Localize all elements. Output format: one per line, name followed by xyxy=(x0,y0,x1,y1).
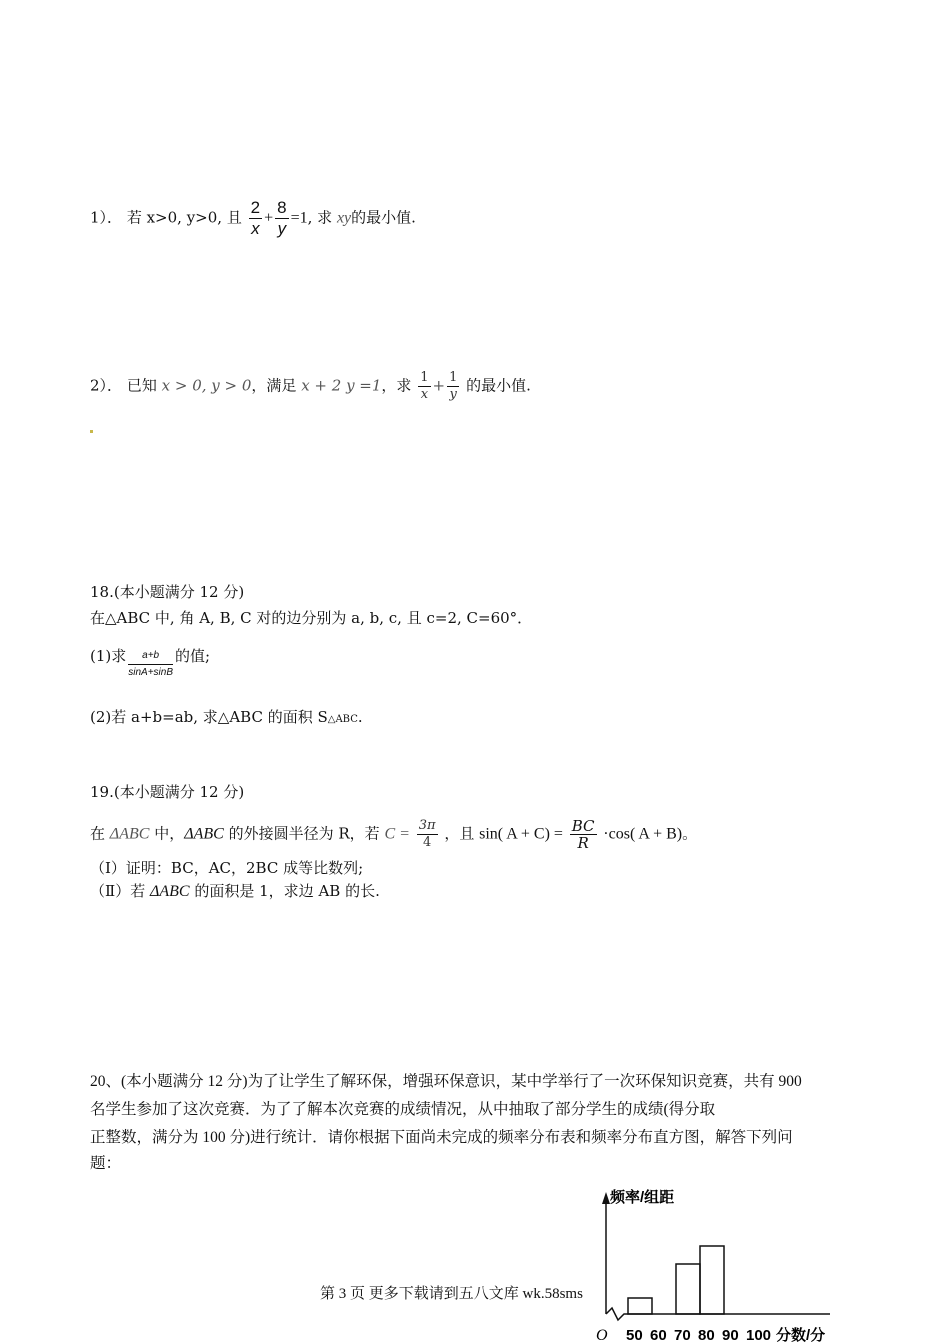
q19-sin-expr: sin( A + C) = xyxy=(479,825,563,843)
q19-fraction-bc-over-r: $\frac{BC}{R}$ xyxy=(571,817,595,852)
q19-l3-a: （Ⅱ）若 xyxy=(90,882,146,900)
q18-part1-pre: (1)求 xyxy=(90,647,127,665)
q20-line3: 正整数，满分为 100 分)进行统计．请你根据下面尚未完成的频率分布表和频率分布直方图，解答下列问 xyxy=(90,1129,793,1146)
q19-line2: （Ⅰ）证明：BC，AC，2BC 成等比数列; xyxy=(90,859,364,877)
q17-2-fraction-1-over-x: $\frac{1}{x}$ xyxy=(420,370,429,402)
q18-part2-pre: (2)若 a+b=ab, 求△ABC 的面积 S xyxy=(90,708,328,726)
q17-1-equals: =1 xyxy=(290,209,308,227)
q19-l1-c: 的外接圆半径为 R，若 xyxy=(228,824,380,843)
frequency-histogram xyxy=(590,1180,850,1344)
q17-2-pre: 已知 xyxy=(126,376,157,395)
x-tick-label-70: 70 xyxy=(674,1327,691,1344)
q17-2-condition: x > 0, y > 0 xyxy=(161,376,252,395)
x-tick-label-60: 60 xyxy=(650,1327,667,1344)
q19-l1-d: ，且 xyxy=(444,824,475,843)
q19-angle-c: C = xyxy=(384,825,410,843)
q18-part1 xyxy=(90,646,210,681)
page-footer: 第 3 页 更多下载请到五八文库 wk.58sms xyxy=(320,1286,583,1302)
q17-1-label: 1）． xyxy=(90,208,123,227)
histogram-bar-70-80 xyxy=(676,1264,700,1314)
q17-2-line xyxy=(90,370,531,403)
q17-2-equation: x + 2 y =1 xyxy=(301,376,382,395)
q17-2-label: 2）． xyxy=(90,376,123,395)
q19-fraction-3pi-over-4: $\frac{3\pi}{4}$ xyxy=(418,818,436,850)
q18-stem: 在△ABC 中, 角 A, B, C 对的边分别为 a, b, c, 且 c=2, C=60°． xyxy=(90,609,533,627)
q19-l1-a: 在 xyxy=(90,824,106,843)
stray-mark xyxy=(90,430,93,433)
q17-1-plus: + xyxy=(264,209,274,227)
q18-part1-fraction: $\frac{a+b}{\sin A+\sin B}$ xyxy=(128,650,173,678)
q17-2-mid1: ，满足 xyxy=(251,376,297,395)
q18-part2-post: . xyxy=(357,708,363,726)
q19-cos-expr: ·cos( A + B) xyxy=(603,825,683,843)
q17-1-var: xy xyxy=(336,209,352,227)
q19-line1 xyxy=(90,818,697,851)
q17-2-plus: + xyxy=(432,376,446,395)
origin-label: O xyxy=(596,1327,608,1344)
q19-heading: 19.(本小题满分 12 分) xyxy=(90,783,245,801)
x-axis-label: 分数/分 xyxy=(776,1327,826,1344)
q17-2-fraction-1-over-y: $\frac{1}{y}$ xyxy=(449,370,458,402)
q19-triangle-3: ΔABC xyxy=(149,883,190,900)
q19-triangle-1: ΔABC xyxy=(109,825,150,843)
q19-l1-b: 中， xyxy=(154,824,185,843)
q18-part2 xyxy=(90,707,363,730)
q17-1-line xyxy=(90,198,416,239)
x-tick-label-50: 50 xyxy=(626,1327,643,1344)
q19-line3 xyxy=(90,881,380,902)
q17-2-post: 的最小值. xyxy=(466,376,531,395)
q18-part2-subscript: △ABC xyxy=(327,714,358,725)
q20-line1: 20、(本小题满分 12 分)为了让学生了解环保，增强环保意识，某中学举行了一次环保知识竞赛，共有 900 xyxy=(90,1073,802,1090)
q17-1-post2: 的最小值. xyxy=(351,208,416,227)
q17-1-fraction-8-over-y: $\frac{8}{y}$ xyxy=(277,198,287,238)
q20-line4: 题： xyxy=(90,1155,122,1172)
q18-part1-post: 的值; xyxy=(175,647,211,665)
q18-heading: 18.(本小题满分 12 分) xyxy=(90,583,245,601)
histogram-bar-80-90 xyxy=(700,1246,724,1314)
q17-2-mid2: ，求 xyxy=(381,376,412,395)
q19-l1-end: 。 xyxy=(682,824,698,843)
q19-l3-b: 的面积是 1，求边 AB 的长. xyxy=(194,882,380,900)
y-axis-label: 频率/组距 xyxy=(610,1189,675,1206)
q17-1-pre: 若 x>0, y>0, 且 xyxy=(126,208,242,227)
x-tick-label-80: 80 xyxy=(698,1327,715,1344)
q17-1-post1: , 求 xyxy=(307,208,333,227)
q20-line2: 名学生参加了这次竞赛．为了了解本次竞赛的成绩情况，从中抽取了部分学生的成绩(得分取 xyxy=(90,1101,716,1118)
q17-1-fraction-2-over-x: $\frac{2}{x}$ xyxy=(250,198,261,238)
histogram-bar-50-60 xyxy=(628,1298,652,1314)
y-axis-arrow xyxy=(602,1192,610,1204)
x-tick-label-90: 90 xyxy=(722,1327,739,1344)
x-tick-label-100: 100 xyxy=(746,1327,772,1344)
q19-triangle-2: ΔABC xyxy=(184,825,224,843)
